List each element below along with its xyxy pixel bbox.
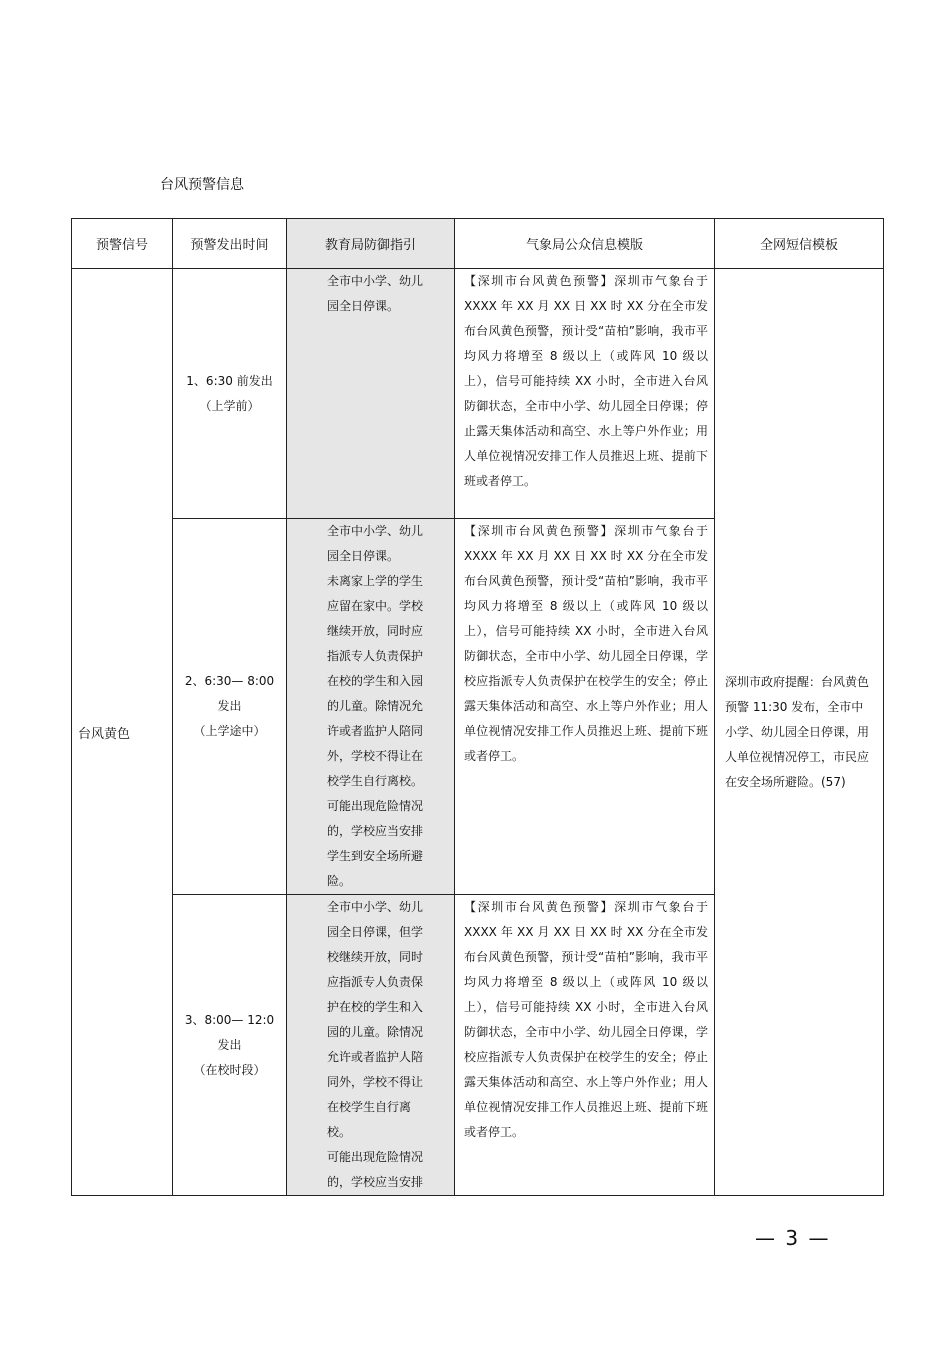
education-guidance-cell: 全市中小学、幼儿 园全日停课。 未离家上学的学生 应留在家中。学校 继续开放，同时应 指派专人负责保护 在校的学生和入园 的儿童。除情况允 许或者监护人陪同 外，学校不得让在 校学生自行离校。 可能出现危险情况 的，学校应当安排 学生到安全场所避 险。 bbox=[287, 519, 455, 895]
header-sms-template: 全网短信模板 bbox=[715, 219, 884, 269]
issue-time-cell: 2、6:30— 8:00 发出 （上学途中） bbox=[173, 519, 287, 895]
sms-template-cell: 深圳市政府提醒：台风黄色预警 11:30 发布，全市中小学、幼儿园全日停课，用人单位视情况停工，市民应在安全场所避险。(57) bbox=[715, 269, 884, 1196]
table-row bbox=[72, 269, 884, 519]
header-issue-time: 预警发出时间 bbox=[173, 219, 287, 269]
page-number: — 3 — bbox=[755, 1226, 831, 1250]
issue-time-cell: 3、8:00— 12:0 发出 （在校时段） bbox=[173, 895, 287, 1196]
header-signal: 预警信号 bbox=[72, 219, 173, 269]
weather-template-cell: 【深圳市台风黄色预警】深圳市气象台于 XXXX 年 XX 月 XX 日 XX 时 XX 分在全市发布台风黄色预警，预计受“苗柏”影响，我市平均风力将增至 8 级以上（或阵风 10 级以上），信号可能持续 XX 小时，全市进入台风防御状态，全市中小学、幼儿园全日停课，学校应指派专人负责保护在校学生的安全；停止露天集体活动和高空、水上等户外作业；用人单位视情况安排工作人员推迟上班、提前下班或者停工。 bbox=[455, 895, 715, 1196]
typhoon-warning-table bbox=[71, 218, 884, 1196]
header-education-guidance: 教育局防御指引 bbox=[287, 219, 455, 269]
weather-template-cell: 【深圳市台风黄色预警】深圳市气象台于 XXXX 年 XX 月 XX 日 XX 时 XX 分在全市发布台风黄色预警，预计受“苗柏”影响，我市平均风力将增至 8 级以上（或阵风 10 级以上），信号可能持续 XX 小时，全市进入台风防御状态，全市中小学、幼儿园全日停课；停止露天集体活动和高空、水上等户外作业；用人单位视情况安排工作人员推迟上班、提前下班或者停工。 bbox=[455, 269, 715, 519]
education-guidance-cell: 全市中小学、幼儿 园全日停课。 bbox=[287, 269, 455, 519]
weather-template-cell: 【深圳市台风黄色预警】深圳市气象台于 XXXX 年 XX 月 XX 日 XX 时 XX 分在全市发布台风黄色预警，预计受“苗柏”影响，我市平均风力将增至 8 级以上（或阵风 10 级以上），信号可能持续 XX 小时，全市进入台风防御状态，全市中小学、幼儿园全日停课，学校应指派专人负责保护在校学生的安全；停止露天集体活动和高空、水上等户外作业；用人单位视情况安排工作人员推迟上班、提前下班或者停工。 bbox=[455, 519, 715, 895]
section-title: 台风预警信息 bbox=[160, 177, 244, 193]
education-guidance-cell: 全市中小学、幼儿 园全日停课，但学 校继续开放，同时 应指派专人负责保 护在校的学生和入 园的儿童。除情况 允许或者监护人陪 同外，学校不得让 在校学生自行离 校。 可能出现危险情况 的，学校应当安排 bbox=[287, 895, 455, 1196]
signal-cell: 台风黄色 bbox=[72, 269, 173, 1196]
table-header-row bbox=[72, 219, 884, 269]
issue-time-cell: 1、6:30 前发出 （上学前） bbox=[173, 269, 287, 519]
header-weather-template: 气象局公众信息模版 bbox=[455, 219, 715, 269]
